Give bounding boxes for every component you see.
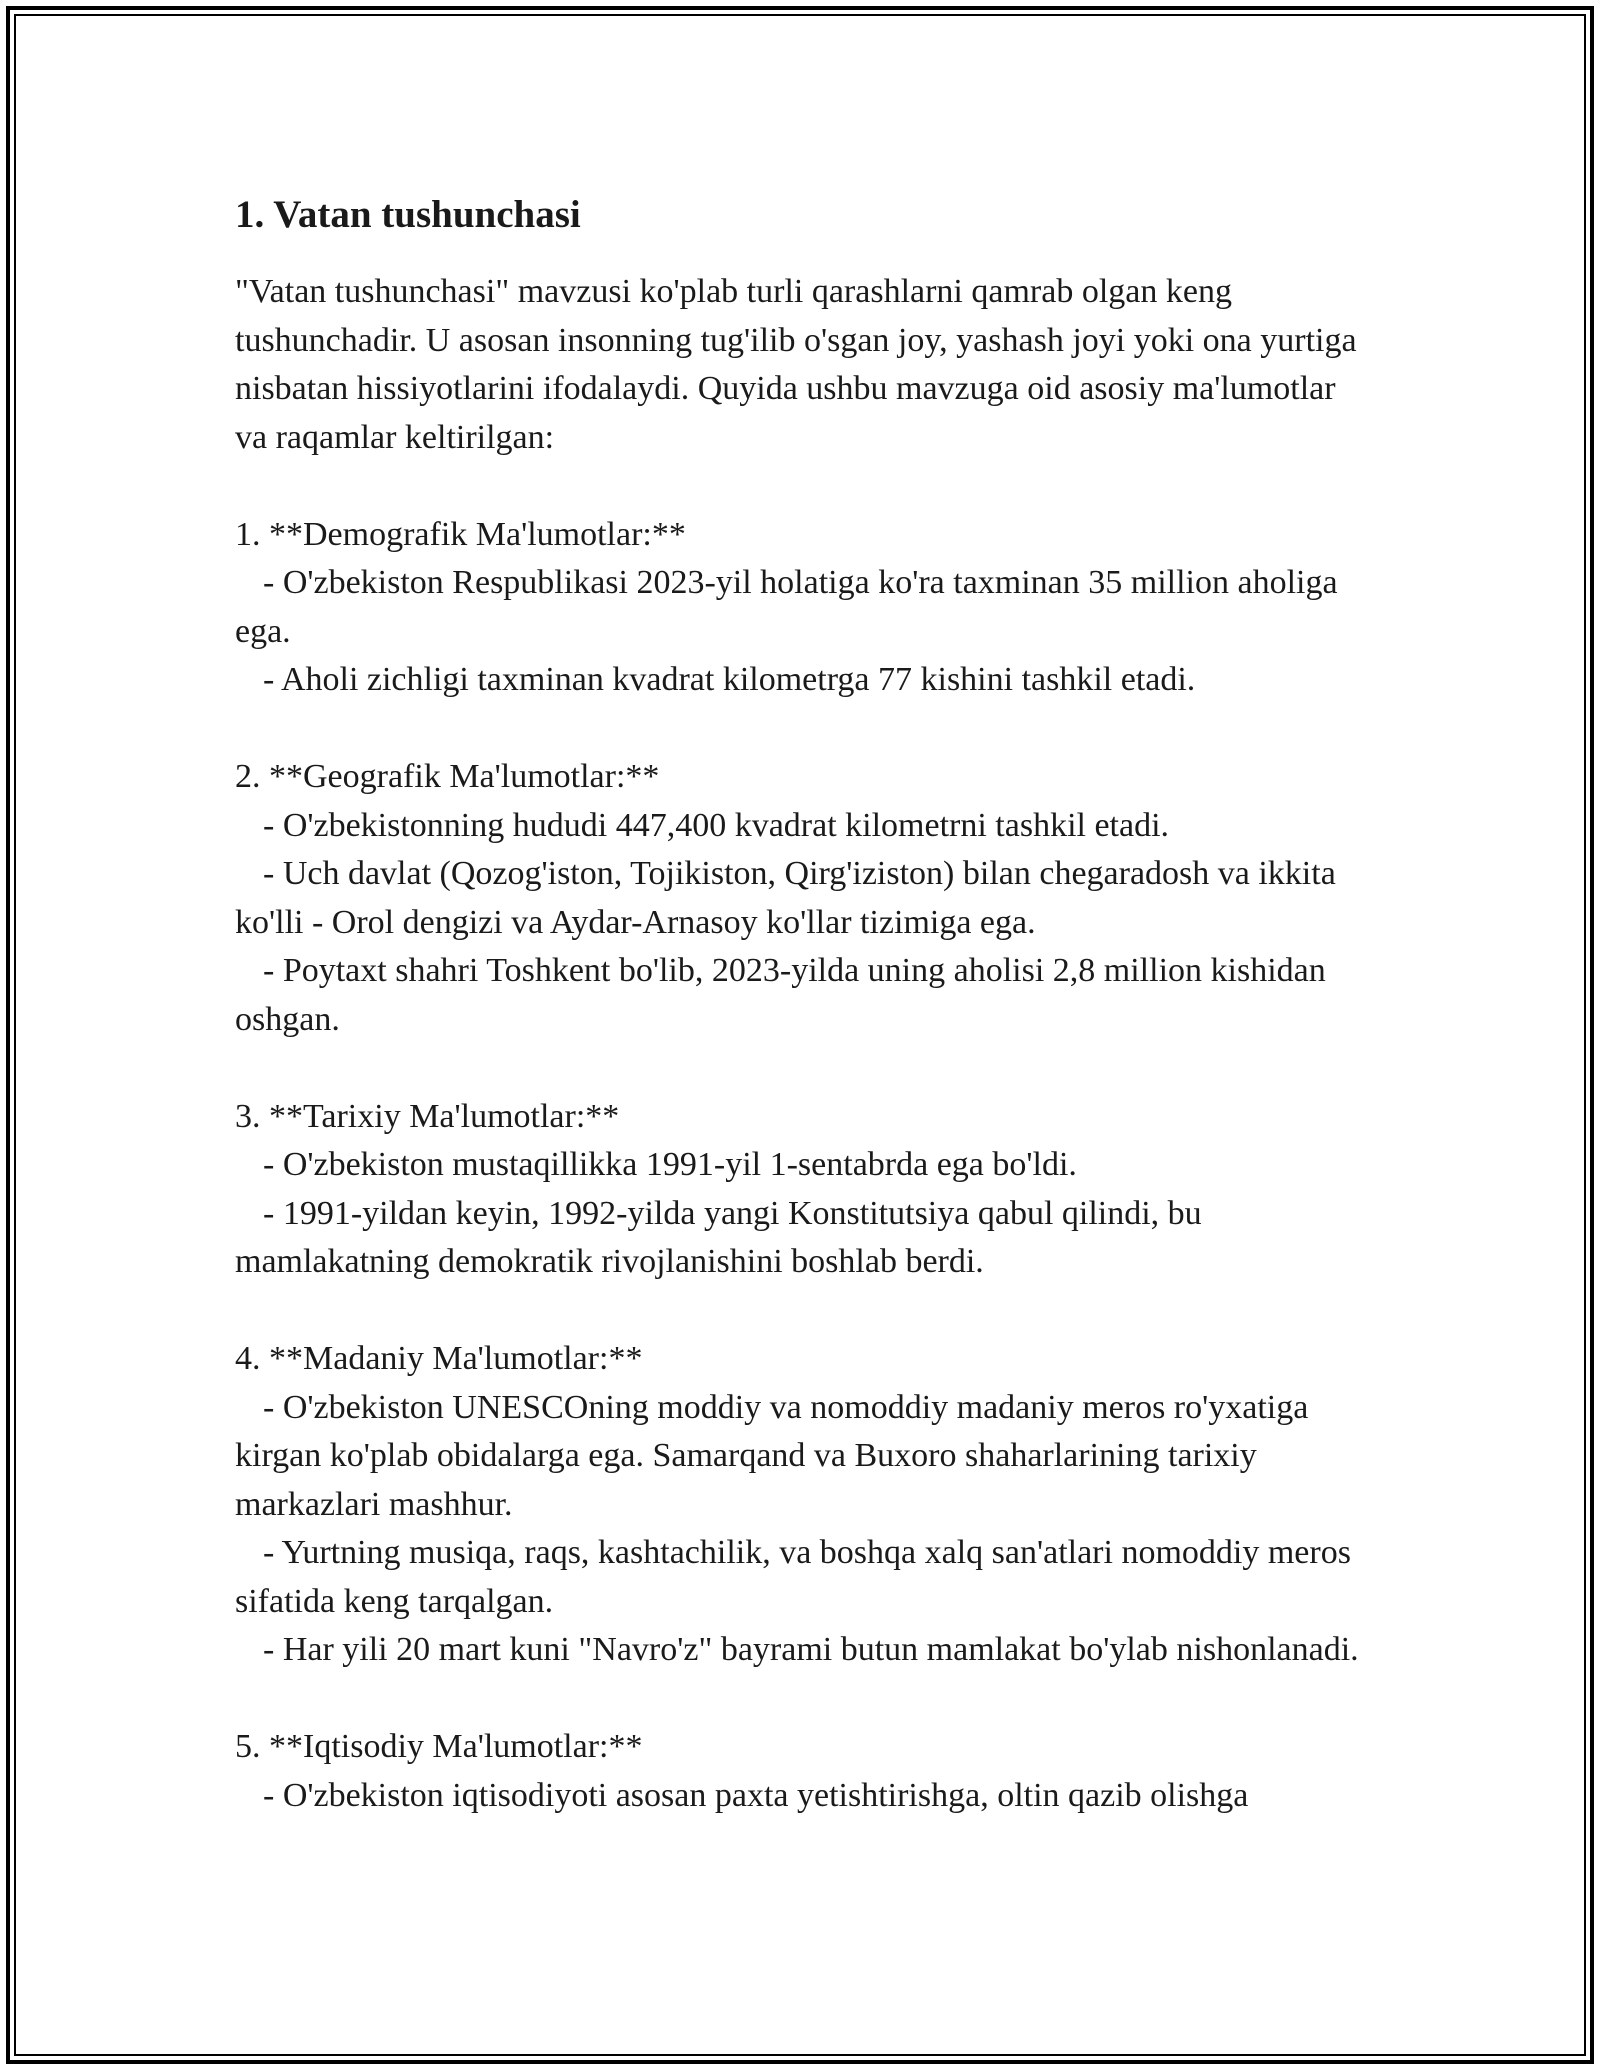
list-item: - 1991-yildan keyin, 1992-yilda yangi Konstitutsiya qabul qilindi, bu mamlakatning demokratik rivojlanishini boshlab berdi. (235, 1194, 1202, 1280)
section-economic (235, 1723, 1375, 1820)
list-item: - Yurtning musiqa, raqs, kashtachilik, va boshqa xalq san'atlari nomoddiy meros sifatida keng tarqalgan. (235, 1534, 1351, 1620)
list-item: - O'zbekiston Respublikasi 2023-yil holatiga ko'ra taxminan 35 million aholiga ega. (235, 564, 1338, 650)
list-item: - O'zbekiston iqtisodiyoti asosan paxta yetishtirishga, oltin qazib olishga (263, 1776, 1249, 1814)
list-item: - Uch davlat (Qozog'iston, Tojikiston, Qirg'iziston) bilan chegaradosh va ikkita ko'lli - Orol dengizi va Aydar-Arnasoy ko'llar tizimiga ega. (235, 855, 1336, 941)
spacer (235, 1675, 1375, 1724)
list-item: - Har yili 20 mart kuni "Navro'z" bayrami butun mamlakat bo'ylab nishonlanadi. (263, 1631, 1359, 1668)
spacer (235, 1287, 1375, 1336)
section-demographic (235, 511, 1375, 705)
list-item: - Poytaxt shahri Toshkent bo'lib, 2023-yilda uning aholisi 2,8 million kishidan oshgan. (235, 952, 1326, 1038)
list-item: - Aholi zichligi taxminan kvadrat kilometrga 77 kishini tashkil etadi. (263, 661, 1196, 698)
list-item: - O'zbekistonning hududi 447,400 kvadrat kilometrni tashkil etadi. (263, 806, 1170, 844)
intro-paragraph: "Vatan tushunchasi" mavzusi ko'plab turli qarashlarni qamrab olgan keng tushunchadir. U asosan insonning tug'ilib o'sgan joy, yashash joyi yoki ona yurtiga nisbatan hissiyotlarini ifodalaydi. Quyida ushbu mavzuga oid asosiy ma'lumotlar va raqamlar keltirilgan: (235, 273, 1357, 456)
section-geographic (235, 753, 1375, 1044)
section-heading: 4. **Madaniy Ma'lumotlar:** (235, 1340, 643, 1377)
document-body (235, 180, 1375, 1820)
spacer (235, 1044, 1375, 1093)
document-title: 1. Vatan tushunchasi (235, 193, 581, 236)
list-item: - O'zbekiston mustaqillikka 1991-yil 1-sentabrda ega bo'ldi. (263, 1146, 1077, 1183)
spacer (235, 705, 1375, 754)
section-heading: 1. **Demografik Ma'lumotlar:** (235, 515, 686, 553)
section-cultural (235, 1335, 1375, 1675)
section-historical (235, 1093, 1375, 1287)
section-heading: 3. **Tarixiy Ma'lumotlar:** (235, 1097, 620, 1135)
section-heading: 5. **Iqtisodiy Ma'lumotlar:** (235, 1728, 643, 1765)
spacer (235, 462, 1375, 511)
section-heading: 2. **Geografik Ma'lumotlar:** (235, 758, 660, 795)
list-item: - O'zbekiston UNESCOning moddiy va nomoddiy madaniy meros ro'yxatiga kirgan ko'plab obidalarga ega. Samarqand va Buxoro shaharlarining tarixiy markazlari mashhur. (235, 1388, 1309, 1523)
